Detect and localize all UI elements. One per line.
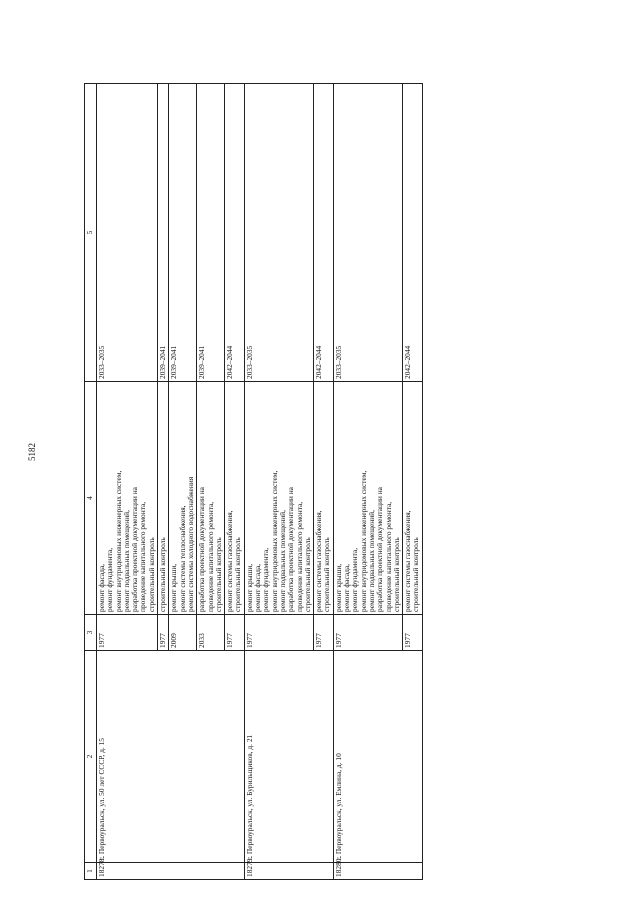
work-item: проведение капитального ремонта, — [138, 501, 148, 612]
period-cell: 2039–2041 — [158, 84, 169, 382]
work-item: ремонт системы газоснабжения, — [314, 510, 324, 612]
table-body — [97, 84, 423, 880]
works-cell — [169, 382, 197, 615]
period-cell: 2042–2044 — [225, 84, 245, 382]
work-item: строительный контроль — [146, 537, 156, 612]
work-item: ремонт подвальных помещений, — [277, 510, 287, 612]
entry-number: 18278. — [97, 863, 245, 880]
works-cell — [314, 382, 334, 615]
work-item: строительный контроль — [158, 537, 168, 612]
period-cell: 2042–2044 — [314, 84, 334, 382]
rotated-table-container — [84, 84, 614, 880]
work-item: строительный контроль — [302, 537, 312, 612]
work-item: ремонт крыши, — [244, 563, 254, 612]
works-cell — [225, 382, 245, 615]
header-cell-2: 2 — [85, 651, 97, 863]
work-item: разработка проектной документации на — [286, 487, 296, 612]
header-cell-1: 1 — [85, 863, 97, 880]
period-cell: 2033–2035 — [97, 84, 158, 382]
works-cell — [403, 382, 423, 615]
work-item: ремонт фасада, — [342, 564, 352, 612]
work-item: ремонт подвальных помещений, — [366, 510, 376, 612]
work-item: проведение капитального ремонта, — [294, 501, 304, 612]
works-cell — [158, 382, 169, 615]
work-item: строительный контроль — [213, 537, 223, 612]
work-item: ремонт внутридомовых инженерных систем, — [269, 470, 279, 612]
work-item: проведение капитального ремонта, — [383, 501, 393, 612]
year-cell: 1977 — [158, 615, 169, 651]
work-item: строительный контроль — [411, 537, 421, 612]
table-row — [97, 84, 158, 880]
work-item: строительный контроль — [391, 537, 401, 612]
table-row — [333, 84, 402, 880]
work-item: ремонт системы газоснабжения, — [403, 510, 413, 612]
period-cell: 2042–2044 — [403, 84, 423, 382]
year-cell: 1977 — [225, 615, 245, 651]
works-cell — [97, 382, 158, 615]
work-item: ремонт внутридомовых инженерных систем, — [358, 470, 368, 612]
work-item: ремонт фасада, — [97, 564, 106, 612]
work-item: разработка проектной документации на — [197, 487, 207, 612]
work-item: ремонт фундамента, — [261, 547, 271, 612]
header-row — [85, 84, 97, 880]
year-cell: 1977 — [314, 615, 334, 651]
work-item: строительный контроль — [322, 537, 332, 612]
work-item: проведение капитального ремонта, — [205, 501, 215, 612]
work-item: ремонт крыши, — [169, 563, 179, 612]
year-cell: 1977 — [97, 615, 158, 651]
period-cell: 2039–2041 — [197, 84, 225, 382]
work-item: строительный контроль — [233, 537, 243, 612]
year-cell: 2033 — [197, 615, 225, 651]
work-item: ремонт системы газоснабжения, — [225, 510, 235, 612]
period-cell: 2033–2035 — [333, 84, 402, 382]
year-cell: 2009 — [169, 615, 197, 651]
work-item: ремонт системы холодного водоснабжения — [185, 476, 195, 612]
year-cell: 1977 — [333, 615, 402, 651]
work-item: разработка проектной документации на — [130, 487, 140, 612]
entry-number: 18279. — [244, 863, 333, 880]
table-row — [244, 84, 313, 880]
work-item: разработка проектной документации на — [375, 487, 385, 612]
year-cell: 1977 — [403, 615, 423, 651]
work-item: ремонт фасада, — [253, 564, 263, 612]
work-item: ремонт системы теплоснабжения, — [177, 505, 187, 612]
work-item: ремонт фундамента, — [350, 547, 360, 612]
works-cell — [333, 382, 402, 615]
year-cell: 1977 — [244, 615, 313, 651]
entry-number: 18280. — [333, 863, 422, 880]
period-cell: 2039–2041 — [169, 84, 197, 382]
work-item: ремонт крыши, — [333, 563, 343, 612]
repair-schedule-table — [84, 83, 423, 880]
entry-address: г. Первоуральск, ул. Бурильщиков, д. 21 — [244, 651, 333, 863]
work-item: ремонт подвальных помещений, — [121, 510, 131, 612]
header-cell-5: 5 — [85, 84, 97, 382]
entry-address: г. Первоуральск, ул. Емлина, д. 10 — [333, 651, 422, 863]
works-cell — [244, 382, 313, 615]
work-item: ремонт внутридомовых инженерных систем, — [113, 470, 123, 612]
page-number: 5182 — [27, 443, 37, 461]
work-item: ремонт фундамента, — [105, 547, 115, 612]
header-cell-3: 3 — [85, 615, 97, 651]
period-cell: 2033–2035 — [244, 84, 313, 382]
works-cell — [197, 382, 225, 615]
header-cell-4: 4 — [85, 382, 97, 615]
entry-address: г. Первоуральск, ул. 50 лет СССР, д. 15 — [97, 651, 245, 863]
